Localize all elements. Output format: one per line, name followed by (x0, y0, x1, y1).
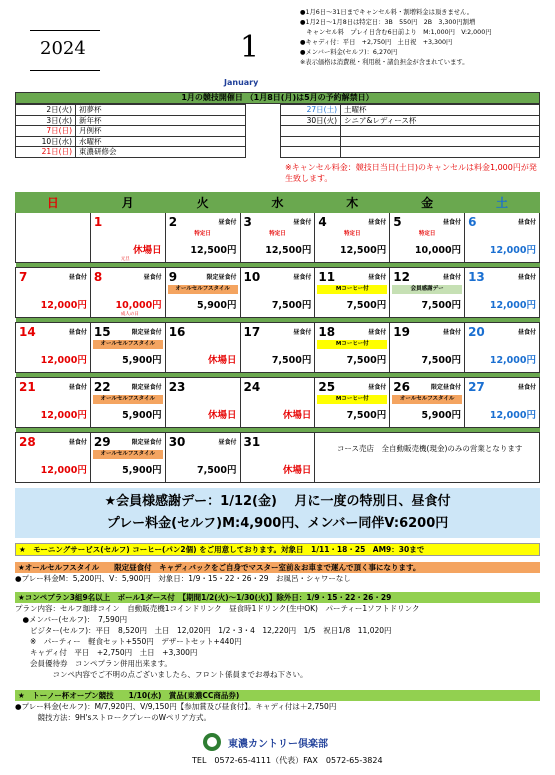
competition-name: 水曜杯 (76, 136, 246, 147)
day-price: 5,900円 (122, 410, 162, 421)
lunch-label: 昼食付 (517, 274, 536, 281)
lunch-label: 昼食付 (293, 274, 312, 281)
spacer (246, 126, 281, 137)
day-number: 6 (468, 215, 477, 229)
day-price: 7,500円 (421, 355, 462, 366)
calendar-day (90, 268, 165, 318)
lunch-label: 昼食付 (68, 439, 87, 446)
note-line: ●メンバー料金(セルフ)：6,270円 (300, 49, 398, 56)
note-line: キャンセル料 プレイ日含む6日前より M:1,000円 V:2,000円 (300, 29, 492, 36)
calendar-day (90, 213, 165, 263)
competition-date (281, 147, 341, 158)
lunch-label: 昼食付 (443, 329, 462, 336)
compe-line: ●メンバー(セルフ)： 7,590円 (15, 615, 128, 624)
closed-label: 休場日 (208, 355, 237, 366)
spacer (246, 105, 281, 116)
day-price: 12,000円 (40, 355, 87, 366)
compe-plan-title: ★コンペプラン3組9名以上 ボール1ダース付 【期間1/2(火)～1/30(火)】除外日：1/9・15・22・26・29 (15, 592, 540, 603)
day-price: 5,900円 (421, 410, 462, 421)
lunch-label: 昼食付 (368, 384, 387, 391)
calendar-week (16, 433, 540, 483)
day-number: 1 (93, 215, 103, 229)
day-price: 5,900円 (196, 300, 237, 311)
lunch-label: 昼食付 (68, 274, 87, 281)
day-number: 5 (393, 215, 402, 229)
day-price: 7,500円 (421, 300, 462, 311)
thanks-line-1: ★会員様感謝デー：1/12(金) 月に一度の特別日、昼食付 (104, 494, 451, 509)
day-number: 15 (93, 325, 111, 339)
competition-date (281, 136, 341, 147)
day-price: 12,000円 (489, 300, 536, 311)
weekday-header: 月 (90, 193, 165, 213)
day-tag: オールセルフスタイル (168, 285, 238, 294)
day-price: 12,500円 (265, 245, 312, 256)
day-number: 25 (318, 380, 336, 394)
calendar-day (90, 378, 165, 428)
contact-phone: TEL 0572-65-4111（代表）FAX 0572-65-3824 (192, 756, 383, 765)
calendar-week (16, 268, 540, 318)
day-number: 17 (243, 325, 261, 339)
day-price: 7,500円 (346, 355, 387, 366)
day-price: 12,000円 (40, 300, 87, 311)
day-tag: 特定日 (269, 231, 286, 237)
competition-date: 3日(水) (16, 115, 76, 126)
lunch-label: 昼食付 (517, 329, 536, 336)
calendar-day (315, 268, 390, 318)
day-tag: オールセルフスタイル (93, 340, 163, 349)
calendar-day (165, 213, 240, 263)
compe-line: 会員優待券 コンペプラン併用出来ます。 (15, 659, 172, 668)
competition-row (16, 136, 540, 147)
tono-cup-section (15, 690, 540, 723)
all-self-section (15, 562, 540, 584)
calendar-day (90, 323, 165, 373)
competition-title: 1月の競技開催日 （1月8日(月)は5月の予約解禁日） (15, 92, 540, 104)
day-price: 10,000円 (414, 245, 462, 256)
competition-date: 21日(日) (16, 147, 76, 158)
day-tag: オールセルフスタイル (392, 395, 462, 404)
day-price: 10,000円 (115, 300, 162, 311)
day-number: 14 (19, 325, 36, 339)
day-price: 7,500円 (271, 355, 312, 366)
weekday-header: 水 (240, 193, 315, 213)
competition-date: 27日(土) (281, 105, 341, 116)
day-price: 5,900円 (122, 355, 162, 366)
note-line: ※表示価格は消費税・利用税・諸負担金が含まれています。 (300, 59, 469, 66)
calendar-day (165, 268, 240, 318)
all-self-line: ●プレー料金M：5,200円、V：5,900円 対象日：1/9・15・22・26・29 お風呂・シャワーなし (15, 574, 351, 583)
month-english: January (224, 78, 259, 87)
spacer (246, 136, 281, 147)
day-number: 28 (19, 435, 36, 449)
lunch-label: 限定昼食付 (206, 274, 237, 281)
lunch-label: 昼食付 (68, 329, 87, 336)
day-number: 8 (93, 270, 103, 284)
weekday-header: 土 (465, 193, 540, 213)
day-number: 4 (318, 215, 327, 229)
lunch-label: 昼食付 (368, 219, 387, 226)
day-number: 13 (468, 270, 485, 284)
price-notes (300, 8, 492, 68)
store-note: コース売店 全自動販売機(現金)のみの営業となります (336, 444, 523, 453)
day-number: 9 (168, 270, 178, 284)
spacer (246, 115, 281, 126)
day-number: 12 (393, 270, 410, 284)
day-number: 20 (468, 325, 485, 339)
lunch-label: 昼食付 (218, 219, 237, 226)
club-name: 東濃カントリー倶楽部 (228, 739, 328, 750)
lunch-label: 昼食付 (443, 274, 462, 281)
day-tag: 会員感謝デー (392, 285, 462, 294)
day-price: 5,900円 (122, 465, 162, 476)
calendar-day (90, 433, 165, 483)
all-self-title: ★オールセルフスタイル 限定昼食付 キャディバックをご自身でマスター室前＆お車まで運んで頂く事になります。 (15, 562, 540, 573)
day-price: 7,500円 (346, 410, 387, 421)
calendar-day (240, 268, 315, 318)
day-number: 16 (168, 325, 186, 339)
spacer (246, 147, 281, 158)
lunch-label: 昼食付 (368, 329, 387, 336)
day-tag: オールセルフスタイル (93, 450, 163, 459)
lunch-label: 昼食付 (218, 439, 237, 446)
day-tag: Mコーヒー付 (317, 340, 387, 349)
lunch-label: 昼食付 (293, 329, 312, 336)
holiday-label: 成人の日 (120, 312, 139, 317)
month-number: 1 (240, 30, 260, 65)
calendar-day (16, 378, 91, 428)
calendar-day (390, 378, 465, 428)
tono-line: 競技方法：9H'sストロークプレーのWペリア方式。 (15, 713, 211, 722)
lunch-label: 昼食付 (143, 274, 162, 281)
competition-name: シニア&レディース杯 (341, 115, 540, 126)
day-number: 21 (19, 380, 36, 394)
calendar-day (16, 433, 91, 483)
lunch-label: 昼食付 (443, 219, 462, 226)
closed-label: 休場日 (208, 410, 237, 421)
day-number: 3 (243, 215, 252, 229)
calendar-day (465, 213, 540, 263)
day-number: 23 (168, 380, 186, 394)
note-line: ●キャディ付：平日 +2,750円 土日祝 +3,300円 (300, 39, 453, 46)
day-price: 12,000円 (489, 245, 536, 256)
calendar-week (16, 378, 540, 428)
competition-name: 土曜杯 (341, 105, 540, 116)
calendar-day (165, 378, 240, 428)
compe-line: ※ パーティー 軽食セット+550円 デザートセット+440円 (15, 637, 242, 646)
calendar-week (16, 213, 540, 263)
day-price: 12,000円 (40, 465, 87, 476)
day-number: 27 (468, 380, 485, 394)
day-tag: 特定日 (418, 231, 436, 237)
tono-line: ●プレー料金(セルフ)：M/7,920円、V/9,150円【参加賞及び昼食付】。キャディ付は＋2,750円 (15, 702, 337, 711)
competition-name: 月例杯 (76, 126, 246, 137)
competition-row (16, 105, 540, 116)
day-tag: 特定日 (344, 231, 361, 237)
weekday-header: 木 (315, 193, 390, 213)
day-price: 12,000円 (40, 410, 87, 421)
morning-service-text: ★ モーニングサービス(セルフ) コーヒー(パン2個) をご用意しております。対象日 1/11・18・25 AM9：30まで (15, 543, 540, 556)
calendar-day (16, 213, 91, 263)
calendar-day (240, 323, 315, 373)
day-price: 7,500円 (271, 300, 312, 311)
year-bottom-rule (30, 70, 100, 71)
compe-line: プラン内容：セルフ珈琲コイン 自動販売機1コインドリンク 昼食時1ドリンク(生中OK) パーティー1ソフトドリンク (15, 604, 420, 613)
year-top-rule (30, 30, 100, 31)
calendar-day (315, 323, 390, 373)
weekday-header: 金 (390, 193, 465, 213)
calendar-day (390, 213, 465, 263)
lunch-label: 限定昼食付 (131, 384, 162, 391)
competition-row (16, 115, 540, 126)
competition-name: 初夢杯 (76, 105, 246, 116)
calendar (15, 192, 540, 483)
day-number: 19 (393, 325, 410, 339)
compe-plan-section (15, 592, 540, 680)
day-number: 31 (243, 435, 261, 449)
cancel-note: ※キャンセル料金：競技日当日(土日)のキャンセルは料金1,000円が発生致します。 (285, 163, 537, 183)
lunch-label: 昼食付 (68, 384, 87, 391)
day-tag: Mコーヒー付 (317, 285, 387, 294)
day-number: 30 (168, 435, 186, 449)
note-line: ●1月6日～31日までキャンセル料・割増料金は頂きません。 (300, 9, 474, 16)
calendar-day (390, 268, 465, 318)
morning-service (15, 543, 540, 556)
calendar-day (16, 323, 91, 373)
compe-line: キャディ付 平日 +2,750円 土日 +3,300円 (15, 648, 198, 657)
lunch-label: 限定昼食付 (131, 329, 162, 336)
lunch-label: 昼食付 (293, 219, 312, 226)
competition-row (16, 147, 540, 158)
competition-name (341, 147, 540, 158)
day-number: 2 (168, 215, 178, 229)
day-price: 12,000円 (489, 410, 536, 421)
thanks-line-2: プレー料金(セルフ)M:4,900円、メンバー同伴V:6200円 (106, 516, 449, 531)
calendar-day (315, 433, 540, 483)
competition-date: 10日(水) (16, 136, 76, 147)
day-price: 12,500円 (340, 245, 387, 256)
compe-line: コンペ内容でご不明の点ございましたら、フロント係員までお尋ね下さい。 (15, 670, 308, 679)
tono-cup-title: ★ トーノー杯オープン競技 1/10(水) 賞品(東濃CC商品券) (15, 690, 540, 701)
day-number: 18 (318, 325, 336, 339)
lunch-label: 昼食付 (517, 384, 536, 391)
competition-row (16, 126, 540, 137)
calendar-day (465, 323, 540, 373)
calendar-day (315, 213, 390, 263)
competition-name: 東濃研修会 (76, 147, 246, 158)
competition-date: 2日(火) (16, 105, 76, 116)
day-number: 11 (318, 270, 336, 284)
closed-label: 休場日 (282, 465, 312, 476)
competition-name (341, 136, 540, 147)
lunch-label: 昼食付 (517, 219, 536, 226)
calendar-day (240, 433, 315, 483)
lunch-label: 限定昼食付 (131, 439, 162, 446)
calendar-day (165, 433, 240, 483)
competition-date: 7日(日) (16, 126, 76, 137)
day-number: 10 (243, 270, 261, 284)
day-number: 26 (393, 380, 410, 394)
lunch-label: 限定昼食付 (431, 384, 462, 391)
competition-date (281, 126, 341, 137)
calendar-day (390, 323, 465, 373)
competition-table (15, 104, 540, 158)
compe-line: ビジター(セルフ)：平日 8,520円 土日 12,020円 1/2・3・4 12,220円 1/5 祝日1/8 11,020円 (15, 626, 392, 635)
club-logo-icon (203, 733, 221, 751)
calendar-day (16, 268, 91, 318)
calendar-week (16, 323, 540, 373)
closed-label: 休場日 (282, 410, 312, 421)
day-price: 7,500円 (346, 300, 387, 311)
day-number: 24 (243, 380, 261, 394)
calendar-day (165, 323, 240, 373)
holiday-label: 元旦 (120, 257, 130, 262)
competition-name (341, 126, 540, 137)
calendar-day (465, 268, 540, 318)
note-line: ●1月2日～1月8日は特定日：3B 550円 2B 3,300円割増 (300, 19, 476, 26)
day-price: 12,000円 (489, 355, 536, 366)
day-tag: Mコーヒー付 (317, 395, 387, 404)
weekday-header: 火 (165, 193, 240, 213)
day-number: 22 (93, 380, 111, 394)
day-tag: 特定日 (194, 231, 211, 237)
lunch-label: 昼食付 (368, 274, 387, 281)
day-price: 7,500円 (196, 465, 237, 476)
day-number: 7 (19, 270, 28, 284)
calendar-day (240, 378, 315, 428)
calendar-day (465, 378, 540, 428)
competition-date: 30日(火) (281, 115, 341, 126)
closed-label: 休場日 (133, 245, 162, 256)
day-number: 29 (93, 435, 111, 449)
calendar-day (315, 378, 390, 428)
member-thanks-banner (15, 488, 540, 538)
day-price: 12,500円 (190, 245, 237, 256)
weekday-header: 日 (16, 193, 91, 213)
calendar-day (240, 213, 315, 263)
competition-name: 新年杯 (76, 115, 246, 126)
year: 2024 (40, 38, 86, 59)
day-tag: オールセルフスタイル (93, 395, 163, 404)
